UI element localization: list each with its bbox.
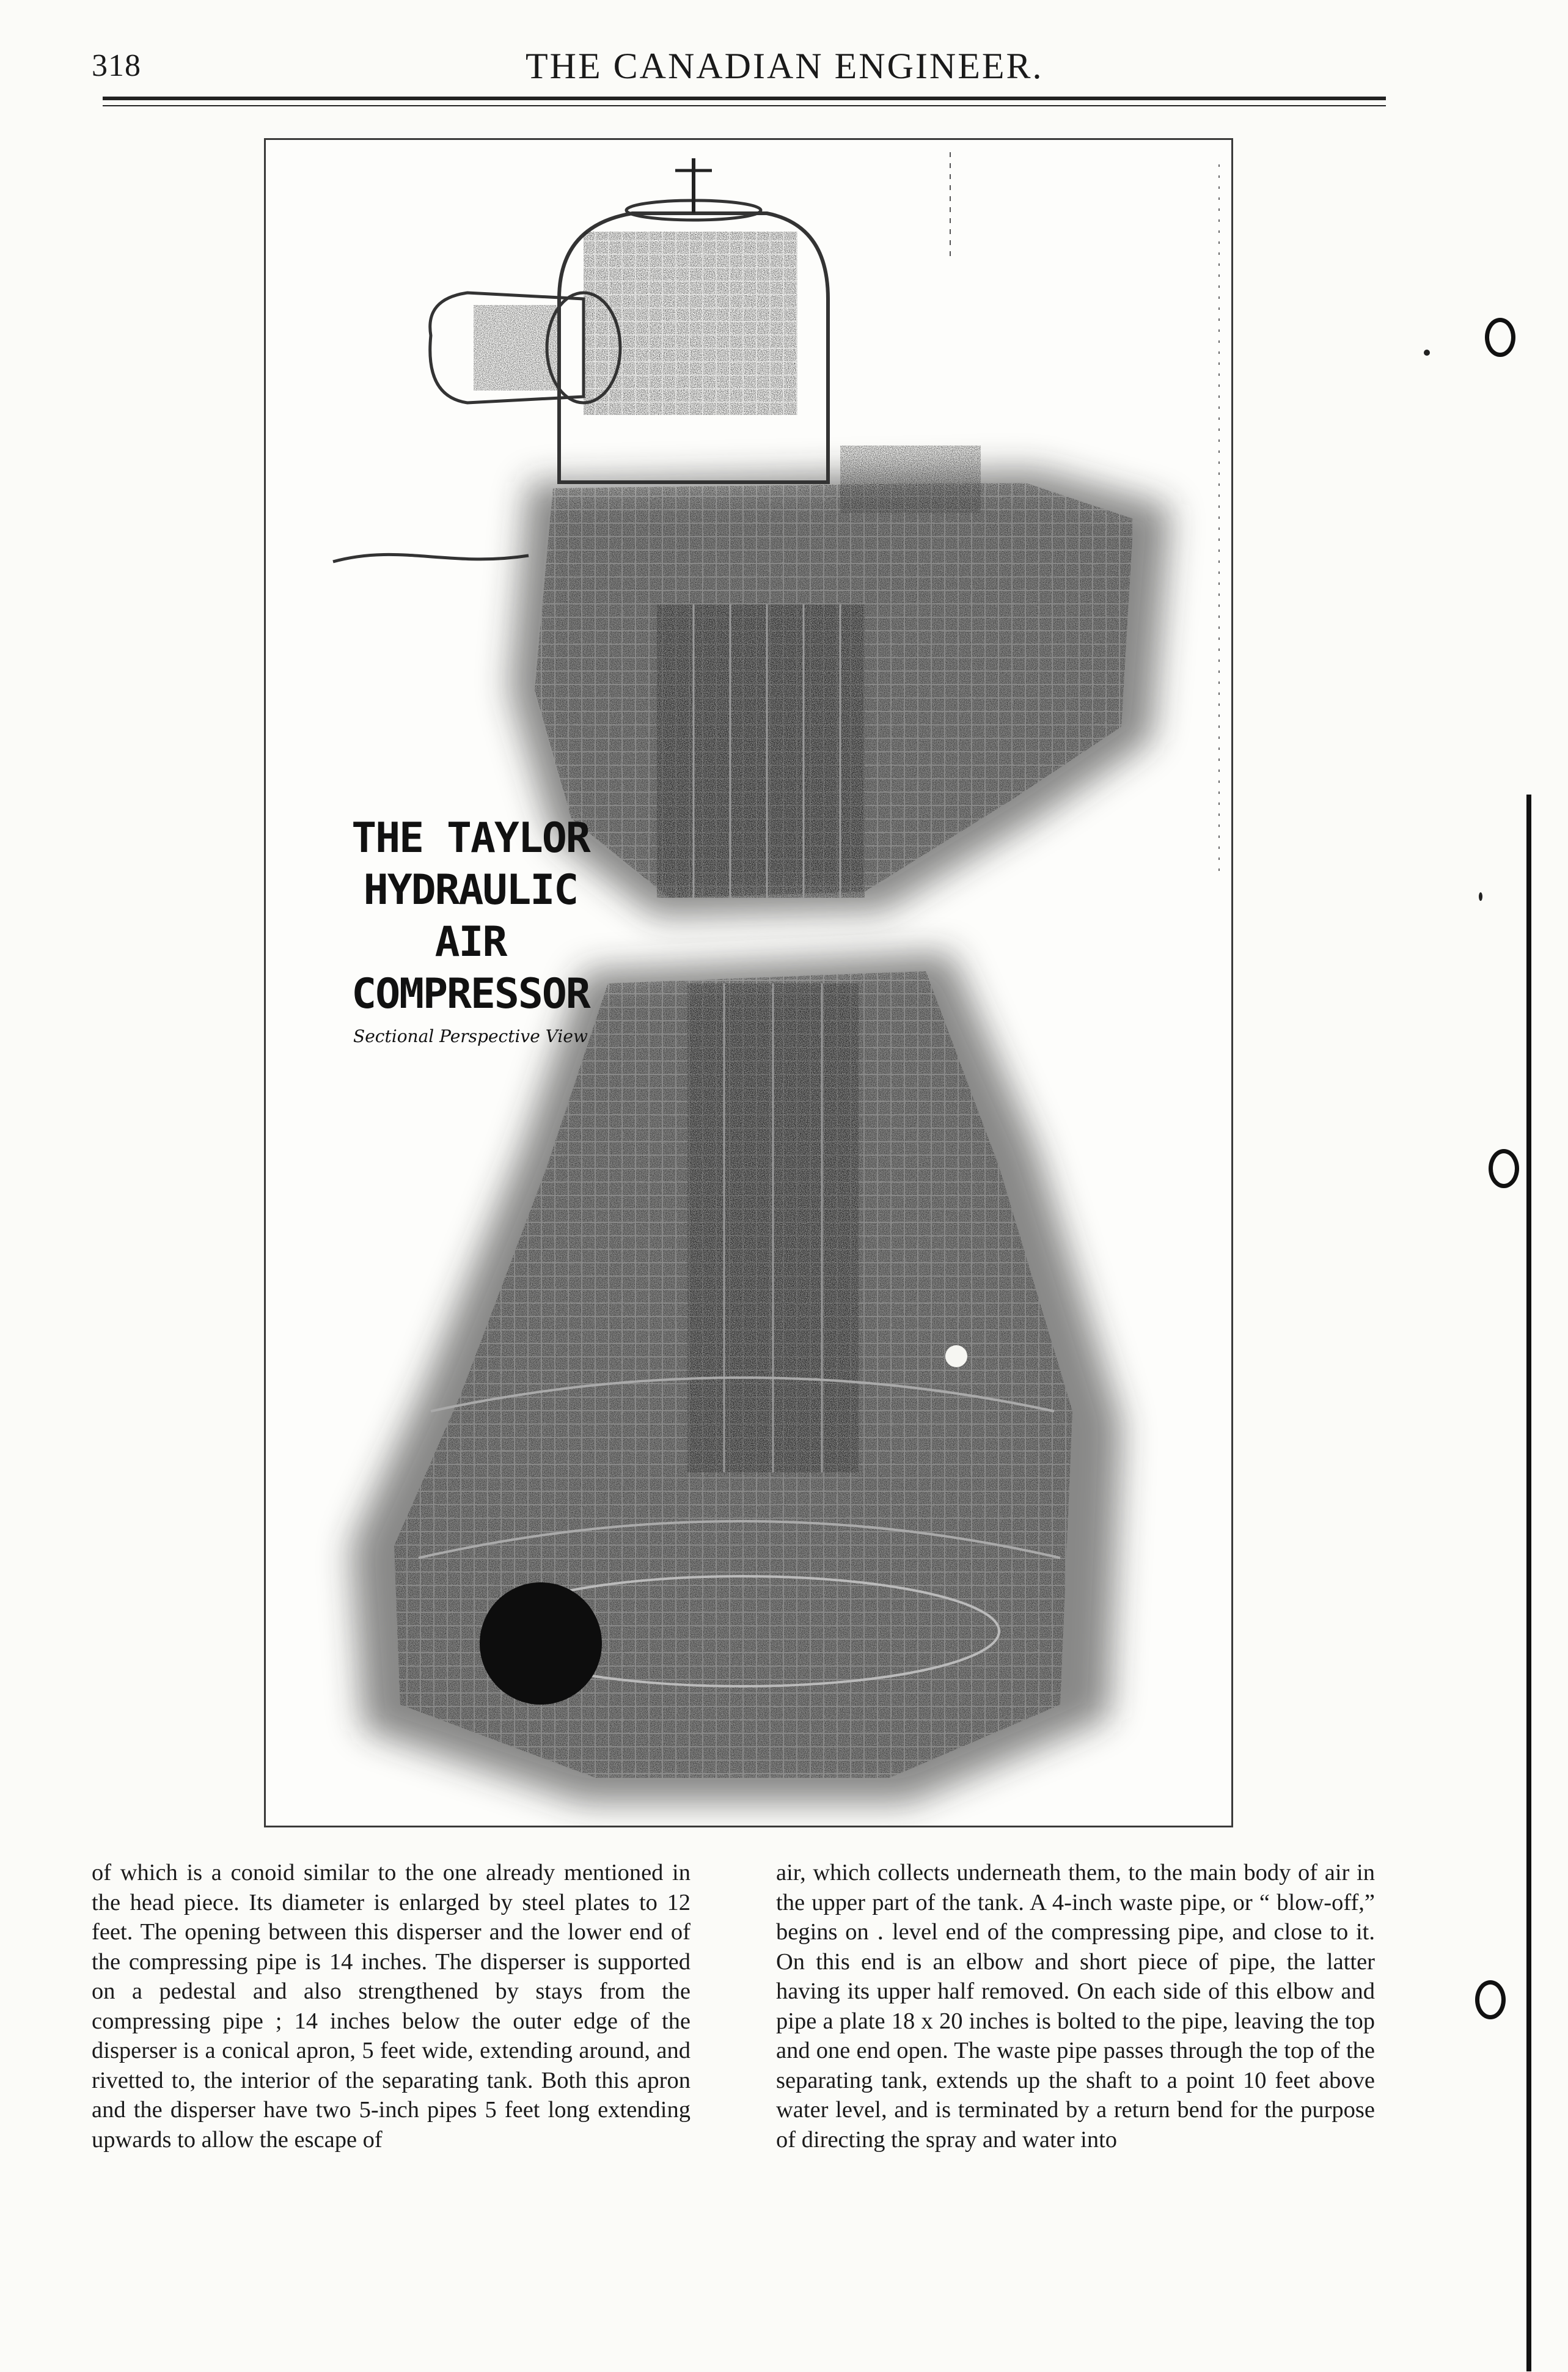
- page-number: 318: [92, 48, 141, 83]
- punch-hole-mark: [1475, 1980, 1506, 2019]
- body-column-left: [92, 1858, 691, 2154]
- caption-line: HYDRAULIC: [363, 866, 578, 914]
- speck: [1479, 892, 1482, 901]
- caption-line: AIR COMPRESSOR: [351, 918, 590, 1018]
- punch-hole-mark: [1489, 1149, 1519, 1188]
- paragraph: of which is a conoid similar to the one already mentioned in the head piece. Its diameter is enlarged by steel plates to 12 feet. The opening between this disperser and the lower end of the compressing pipe is 14 inches. The disperser is supported on a pedestal and also strengthened by stays from the compressing pipe ; 14 inches below the outer edge of the disperser is a conical apron, 5 feet wide, extending around, and rivetted to, the interior of the separating tank. Both this apron and the disperser have two 5-inch pipes 5 feet long extending upwards to allow the escape of: [92, 1860, 691, 2153]
- header-rule-thin: [103, 105, 1386, 106]
- paragraph: air, which collects underneath them, to the main body of air in the upper part of the tank. A 4-inch waste pipe, or “ blow-off,” begins on ․ level end of the compressing pipe, and close to it. On this end is an elbow and short piece of pipe, the latter having its upper half removed. On each side of this elbow and pipe a plate 18 x 20 inches is bolted to the pipe, leaving the top and one end open. The waste pipe passes through the top of the separating tank, extends up the shaft to a point 10 feet above water level, and is terminated by a return bend for the purpose of directing the spray and water into: [776, 1860, 1375, 2153]
- figure-frame: [264, 138, 1233, 1827]
- lower-section: [351, 953, 1121, 1802]
- body-column-right: [776, 1858, 1375, 2154]
- journal-title: THE CANADIAN ENGINEER.: [526, 46, 1044, 86]
- punch-hole-mark: [1485, 318, 1515, 357]
- caption-line: THE TAYLOR: [351, 814, 590, 862]
- margin-rule: [1526, 795, 1531, 2371]
- receiver-dome: [430, 158, 981, 513]
- ground-line: [333, 554, 529, 562]
- figure-caption: [339, 812, 602, 1046]
- upper-section: [510, 470, 1170, 916]
- header-rule: [103, 97, 1386, 100]
- speck: [1424, 350, 1430, 356]
- caption-subtitle: Sectional Perspective View: [353, 1026, 588, 1046]
